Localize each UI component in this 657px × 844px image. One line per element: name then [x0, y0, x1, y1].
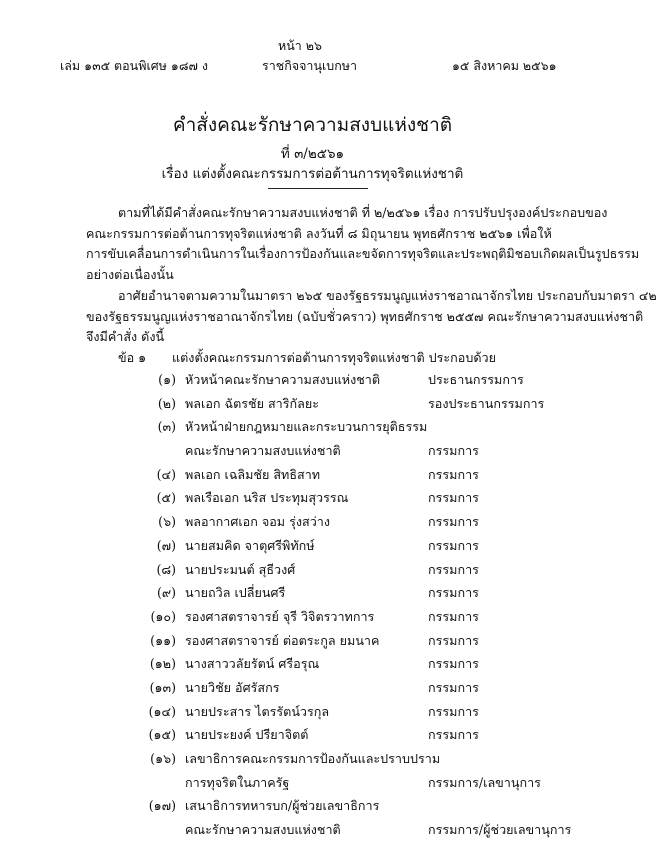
member-list	[0, 370, 625, 844]
member-name: คณะรักษาความสงบแห่งชาติ	[185, 822, 341, 838]
member-name: รองศาสตราจารย์ จุรี วิจิตรวาทการ	[185, 608, 375, 624]
member-role: กรรมการ	[428, 561, 479, 577]
member-number: (๑๔)	[148, 703, 176, 719]
member-row	[0, 560, 625, 584]
member-number: (๕)	[156, 490, 176, 506]
member-row	[0, 654, 625, 678]
member-number: (๑๒)	[149, 656, 176, 672]
member-role: กรรมการ	[428, 632, 479, 648]
member-row	[0, 678, 625, 702]
paragraph-line: คณะกรรมการต่อต้านการทุจริตแห่งชาติ ลงวันที่ ๘ มิถุนายน พุทธศักราช ๒๕๖๑ เพื่อให้	[86, 225, 552, 241]
member-role: กรรมการ	[428, 585, 479, 601]
member-role: กรรมการ	[428, 490, 479, 506]
member-role: กรรมการ	[428, 727, 479, 743]
title-divider	[268, 188, 368, 189]
member-number: (๙)	[156, 585, 176, 601]
paragraph-1	[86, 203, 640, 285]
member-name: หัวหน้าคณะรักษาความสงบแห่งชาติ	[185, 372, 381, 387]
member-name: นางสาววลัยรัตน์ ศรีอรุณ	[185, 656, 320, 672]
member-role: กรรมการ	[428, 679, 479, 695]
member-role: กรรมการ	[428, 656, 479, 672]
member-number: (๓)	[157, 419, 176, 435]
member-name: นายวิชัย อัศรัสกร	[185, 679, 280, 695]
paragraph-2	[86, 286, 657, 348]
member-number: (๑๗)	[148, 798, 176, 814]
member-row	[0, 441, 625, 465]
member-number: (๑๐)	[150, 608, 176, 624]
paragraph-line: ของรัฐธรรมนูญแห่งราชอาณาจักรไทย (ฉบับชั่วคราว) พุทธศักราช ๒๕๕๗ คณะรักษาความสงบแห่งชาติ	[86, 308, 644, 324]
member-number: (๑)	[158, 372, 176, 387]
clause-1	[118, 348, 496, 368]
gazette-name: ราชกิจจานุเบกษา	[262, 58, 358, 73]
member-row	[0, 488, 625, 512]
volume-info: เล่ม ๑๓๕ ตอนพิเศษ ๑๘๗ ง	[60, 58, 208, 73]
member-name: นายสมคิด จาตุศรีพิทักษ์	[185, 537, 315, 553]
publication-date: ๑๕ สิงหาคม ๒๕๖๑	[452, 58, 557, 73]
member-name: พลอากาศเอก จอม รุ่งสว่าง	[185, 514, 330, 530]
member-role: กรรมการ	[428, 703, 479, 719]
member-name: พลเอก ฉัตรชัย สาริกัลยะ	[185, 395, 319, 411]
member-name: นายประยงค์ ปรียาจิตต์	[185, 727, 309, 743]
member-number: (๑๕)	[148, 727, 176, 743]
member-row	[0, 370, 625, 394]
order-title: คำสั่งคณะรักษาความสงบแห่งชาติ	[172, 114, 453, 136]
member-row	[0, 631, 625, 655]
member-name: การทุจริตในภาครัฐ	[185, 774, 290, 790]
member-role: กรรมการ/เลขานุการ	[428, 774, 541, 790]
member-number: (๑๑)	[150, 632, 176, 648]
order-number: ที่ ๓/๒๕๖๑	[280, 146, 345, 162]
member-role: กรรมการ/ผู้ช่วยเลขานุการ	[428, 822, 572, 838]
member-role: กรรมการ	[428, 608, 479, 624]
member-name: นายประมนต์ สุธีวงศ์	[185, 561, 296, 577]
member-name: หัวหน้าฝ่ายกฎหมายและกระบวนการยุติธรรม	[185, 419, 428, 435]
paragraph-line: การขับเคลื่อนการดำเนินการในเรื่องการป้องกันและขจัดการทุจริตและประพฤติมิชอบเกิดผลเป็นรูปธรรม	[86, 246, 640, 262]
order-subject: เรื่อง แต่งตั้งคณะกรรมการต่อต้านการทุจริตแห่งชาติ	[161, 166, 464, 182]
member-number: (๘)	[156, 561, 176, 577]
member-row	[0, 465, 625, 489]
member-number: (๖)	[158, 514, 176, 530]
member-role: กรรมการ	[428, 514, 479, 530]
member-role: กรรมการ	[428, 537, 479, 553]
member-number: (๑๓)	[149, 679, 176, 695]
member-row	[0, 725, 625, 749]
member-role: ประธานกรรมการ	[428, 372, 524, 387]
member-row	[0, 702, 625, 726]
member-row	[0, 512, 625, 536]
member-row	[0, 583, 625, 607]
member-row	[0, 536, 625, 560]
member-number: (๑๖)	[150, 751, 176, 766]
member-number: (๔)	[156, 466, 176, 482]
clause-label: ข้อ ๑	[118, 350, 147, 365]
member-name: นายถวิล เปลี่ยนศรี	[185, 585, 286, 601]
member-role: กรรมการ	[428, 466, 479, 482]
member-role: รองประธานกรรมการ	[428, 395, 545, 411]
paragraph-line: ตามที่ได้มีคำสั่งคณะรักษาความสงบแห่งชาติ ที่ ๒/๒๕๖๑ เรื่อง การปรับปรุงองค์ประกอบของ	[118, 205, 608, 220]
member-name: เสนาธิการทหารบก/ผู้ช่วยเลขาธิการ	[185, 798, 380, 814]
member-row	[0, 417, 625, 441]
member-row	[0, 749, 625, 773]
member-row	[0, 773, 625, 797]
member-role: กรรมการ	[428, 443, 479, 459]
member-row	[0, 607, 625, 631]
member-row	[0, 796, 625, 820]
clause-text: แต่งตั้งคณะกรรมการต่อต้านการทุจริตแห่งชาติ ประกอบด้วย	[172, 350, 496, 365]
member-name: นายประสาร ไตรรัตน์วรกุล	[185, 703, 330, 719]
paragraph-line: อาศัยอำนาจตามความในมาตรา ๒๖๕ ของรัฐธรรมนูญแห่งราชอาณาจักรไทย ประกอบกับมาตรา ๔๒	[118, 288, 657, 303]
member-name: พลเรือเอก นริส ประทุมสุวรรณ	[185, 490, 349, 506]
member-name: เลขาธิการคณะกรรมการป้องกันและปราบปราม	[185, 751, 441, 766]
page-number: หน้า ๒๖	[278, 38, 322, 53]
paragraph-line: จึงมีคำสั่ง ดังนี้	[86, 329, 165, 345]
member-name: รองศาสตราจารย์ ต่อตระกูล ยมนาค	[185, 632, 380, 648]
member-name: คณะรักษาความสงบแห่งชาติ	[185, 443, 341, 459]
member-number: (๗)	[156, 537, 176, 553]
member-name: พลเอก เฉลิมชัย สิทธิสาท	[185, 466, 321, 482]
member-row	[0, 820, 625, 844]
paragraph-line: อย่างต่อเนื่องนั้น	[86, 266, 174, 282]
member-number: (๒)	[157, 395, 176, 411]
member-row	[0, 394, 625, 418]
